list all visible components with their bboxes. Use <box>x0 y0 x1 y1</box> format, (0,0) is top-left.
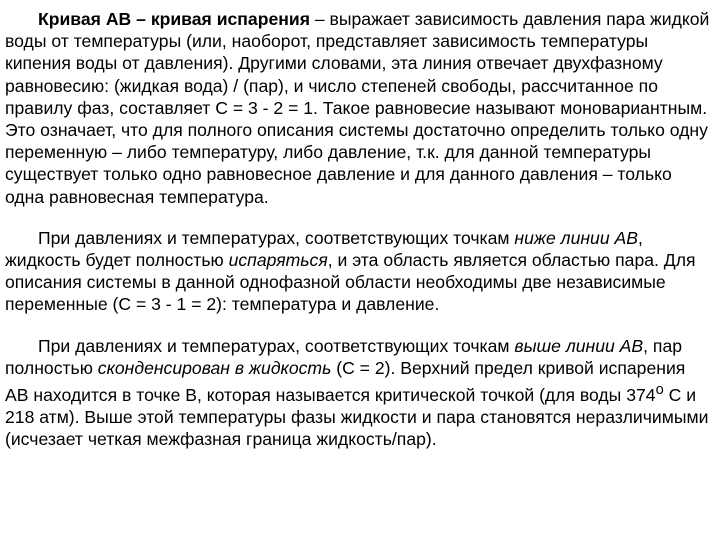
term-curve-ab: Кривая АВ <box>38 9 132 29</box>
paragraph-text: – выражает зависимость давления пара жидкой воды от температуры (или, наоборот, представляет зависимость температуры кипения воды от давления). Другими словами, эта линия отвечает двухфазному равновесию: (жидкая вода) / (пар), и число степеней свободы, рассчитанное по правилу фаз, составляет С = 3 - 2 = 1. Такое равновесие называют моновариантным. Это означает, что для полного описания системы достаточно определить только одну переменную – либо температуру, либо давление, т.к. для данной температуры существует только одно равновесное давление и для данного давления – только одна равновесная температура. <box>5 9 710 207</box>
degree-mark: о <box>655 382 664 399</box>
paragraph-text: При давлениях и температурах, соответствующих точкам <box>38 335 515 356</box>
term-dash: – <box>131 9 151 29</box>
term-evaporation-curve: кривая испарения <box>150 9 310 29</box>
emphasis-evaporate: испаряться <box>228 250 328 271</box>
paragraph-above-line <box>5 335 711 451</box>
paragraph-text: , жидкость будет полностью <box>5 227 643 271</box>
paragraph-text: , и эта область является областью пара. Для описания системы в данной однофазной области необходимы две независимые переменные (С = 3 - 1 = 2): температура и давление. <box>5 250 696 315</box>
paragraph-text: При давлениях и температурах, соответствующих точкам <box>38 227 515 248</box>
paragraph-text: (С = 2). Верхний предел кривой испарения АВ находится в точке В, которая называется критической точкой (для воды 374 <box>5 357 686 405</box>
paragraph-below-line <box>5 227 711 316</box>
paragraph-evaporation-curve <box>5 8 711 208</box>
document-text <box>5 8 711 451</box>
emphasis-condensed: сконденсирован в жидкость <box>97 357 332 378</box>
paragraph-text: С и 218 атм). Выше этой температуры фазы жидкости и пара становятся неразличимыми (исчезает четкая межфазная граница жидкость/пар). <box>5 384 709 450</box>
emphasis-above-line: выше линии АВ <box>514 335 644 356</box>
paragraph-text: , пар полностью <box>5 335 683 378</box>
emphasis-below-line: ниже линии АВ <box>514 227 638 248</box>
